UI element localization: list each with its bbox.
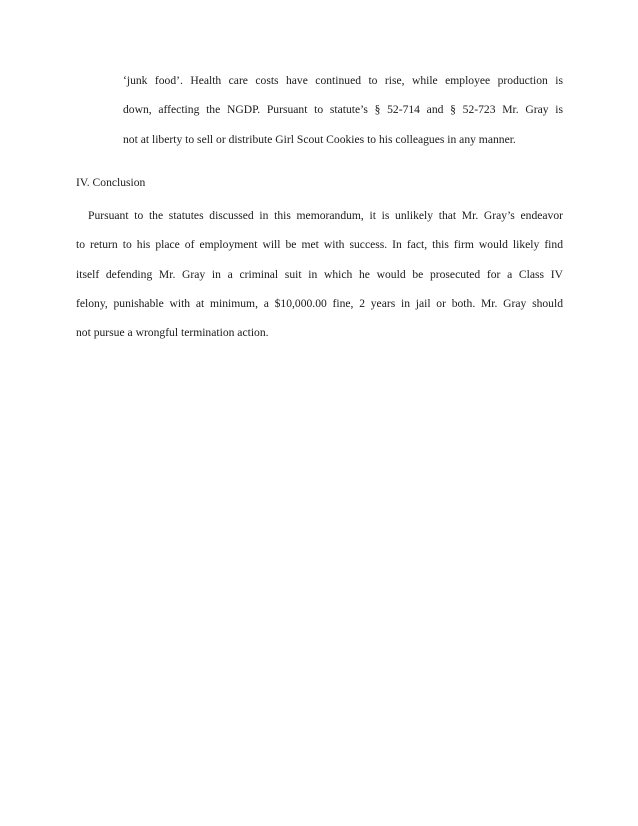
paragraph-line-1: Pursuant to the statutes discussed in this memorandum, it is unlikely that Mr. Gray’s endeavor <box>88 209 563 222</box>
section-heading: IV. Conclusion <box>76 176 146 189</box>
paragraph-line-3: itself defending Mr. Gray in a criminal suit in which he would be prosecuted for a Class IV <box>76 268 563 281</box>
quote-line-2: down, affecting the NGDP. Pursuant to statute’s § 52-714 and § 52-723 Mr. Gray is <box>123 103 563 116</box>
quote-line-3: not at liberty to sell or distribute Girl Scout Cookies to his colleagues in any manner. <box>123 133 516 146</box>
quote-line-1: ‘junk food’. Health care costs have continued to rise, while employee production is <box>123 74 563 87</box>
paragraph-line-4: felony, punishable with at minimum, a $10,000.00 fine, 2 years in jail or both. Mr. Gray should <box>76 297 563 310</box>
paragraph-line-2: to return to his place of employment will be met with success. In fact, this firm would likely find <box>76 238 563 251</box>
paragraph-line-5: not pursue a wrongful termination action. <box>76 326 269 339</box>
